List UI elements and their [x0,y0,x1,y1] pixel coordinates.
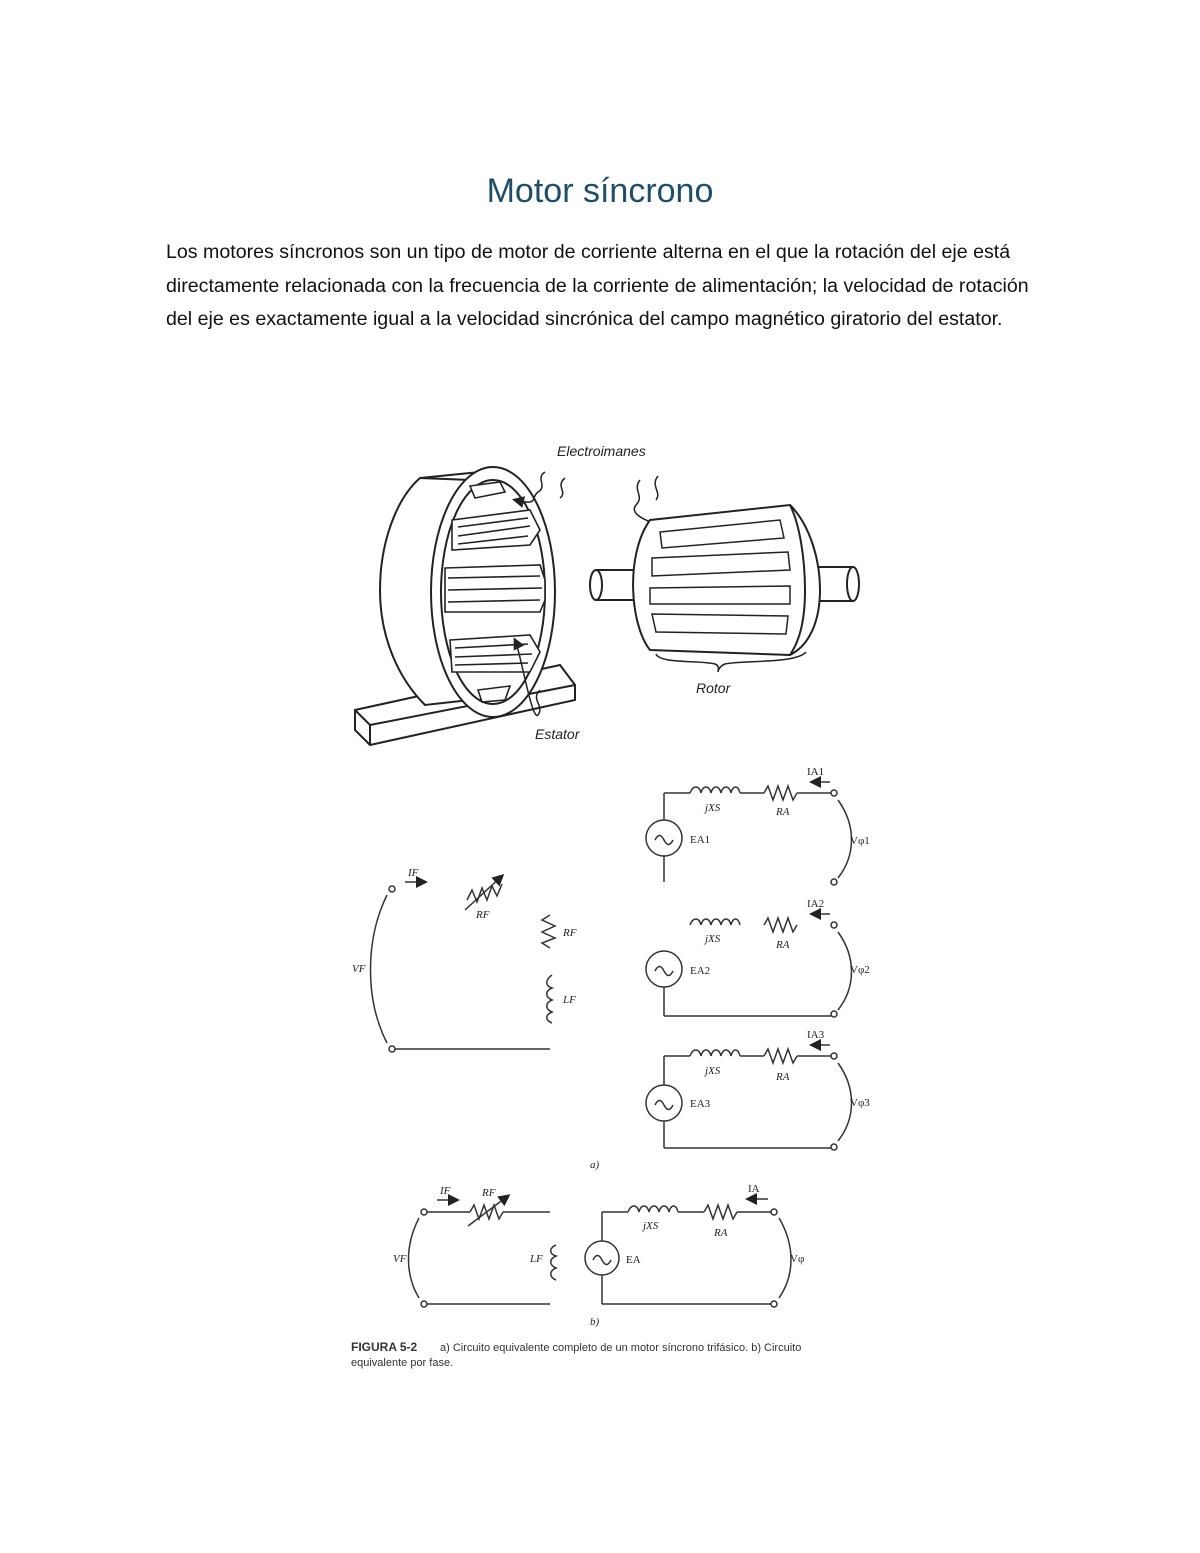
phase1-voltage-label: Vφ1 [850,835,870,847]
phase3-reactance-label: jXS [705,1065,721,1077]
b-voltage-label: Vφ [790,1253,805,1265]
b-field-voltage-label: VF [393,1253,407,1265]
label-rotor: Rotor [696,680,731,696]
figure-caption-label: FIGURA 5-2 [351,1340,418,1354]
phase2-current-label: IA2 [807,898,825,910]
field-resistor-label: RF [563,927,577,939]
phase2-voltage-label: Vφ2 [850,964,870,976]
field-current-label: IF [408,867,419,879]
phase2-resistor [764,918,797,932]
phase2-source [646,951,682,987]
field-rheostat-label: RF [476,909,490,921]
b-reactance [628,1206,678,1212]
phase1-source [646,820,682,856]
per-phase-circuit-b [409,1196,792,1307]
phase1-resistance-label: RA [776,806,790,818]
b-armature-current-label: IA [748,1183,760,1195]
phase2-emf-label: EA2 [690,965,711,977]
phase1-current-label: IA1 [807,766,825,778]
label-electroimanes: Electroimanes [557,443,646,459]
b-resistance-label: RA [714,1227,728,1239]
b-resistor [704,1205,737,1219]
b-inductor-label: LF [530,1253,543,1265]
phase1-reactance-label: jXS [705,802,721,814]
phase2-reactance-label: jXS [705,933,721,945]
phase3-emf-label: EA3 [690,1098,711,1110]
phase3-source [646,1085,682,1121]
part-a-label: a) [590,1159,600,1171]
phase2-reactance [690,919,740,925]
phase3-current-label: IA3 [807,1029,825,1041]
phase3-resistor [764,1049,797,1063]
label-estator: Estator [535,726,580,742]
b-rheostat-label: RF [482,1187,496,1199]
rotor [590,505,859,672]
b-emf-label: EA [626,1254,641,1266]
field-voltage-label: VF [352,963,366,975]
phase3-voltage-label: Vφ3 [850,1097,870,1109]
phase-circuit-2 [646,914,852,1017]
field-inductor [547,975,552,1023]
field-voltage-arc [371,895,388,1043]
phase1-reactance [690,787,740,793]
b-reactance-label: jXS [643,1220,659,1232]
phase-circuit-3 [646,1045,852,1150]
b-inductor [551,1245,556,1280]
figure-caption-line1: a) Circuito equivalente completo de un motor síncrono trifásico. b) Circuito [440,1342,802,1354]
phase1-resistor [764,786,797,800]
field-circuit-a [371,876,556,1052]
part-b-label: b) [590,1316,600,1328]
phase-circuit-1 [646,782,852,885]
phase2-resistance-label: RA [776,939,790,951]
field-resistor [542,915,555,948]
field-inductor-label: LF [563,994,576,1006]
phase3-reactance [690,1050,740,1056]
motor-illustration [355,467,859,745]
page-title: Motor síncrono [486,172,714,210]
intro-paragraph: Los motores síncronos son un tipo de motor de corriente alterna en el que la rotación del eje está directamente relacionada con la frecuencia de la corriente de alimentación; la velocidad de rotación del eje es exactamente igual a la velocidad sincrónica del campo magnético giratorio del estator. [166,241,1029,331]
phase3-resistance-label: RA [776,1071,790,1083]
phase1-emf-label: EA1 [690,834,711,846]
figure-caption-line2: equivalente por fase. [351,1357,454,1369]
b-source [585,1241,619,1275]
b-field-current-label: IF [440,1185,451,1197]
